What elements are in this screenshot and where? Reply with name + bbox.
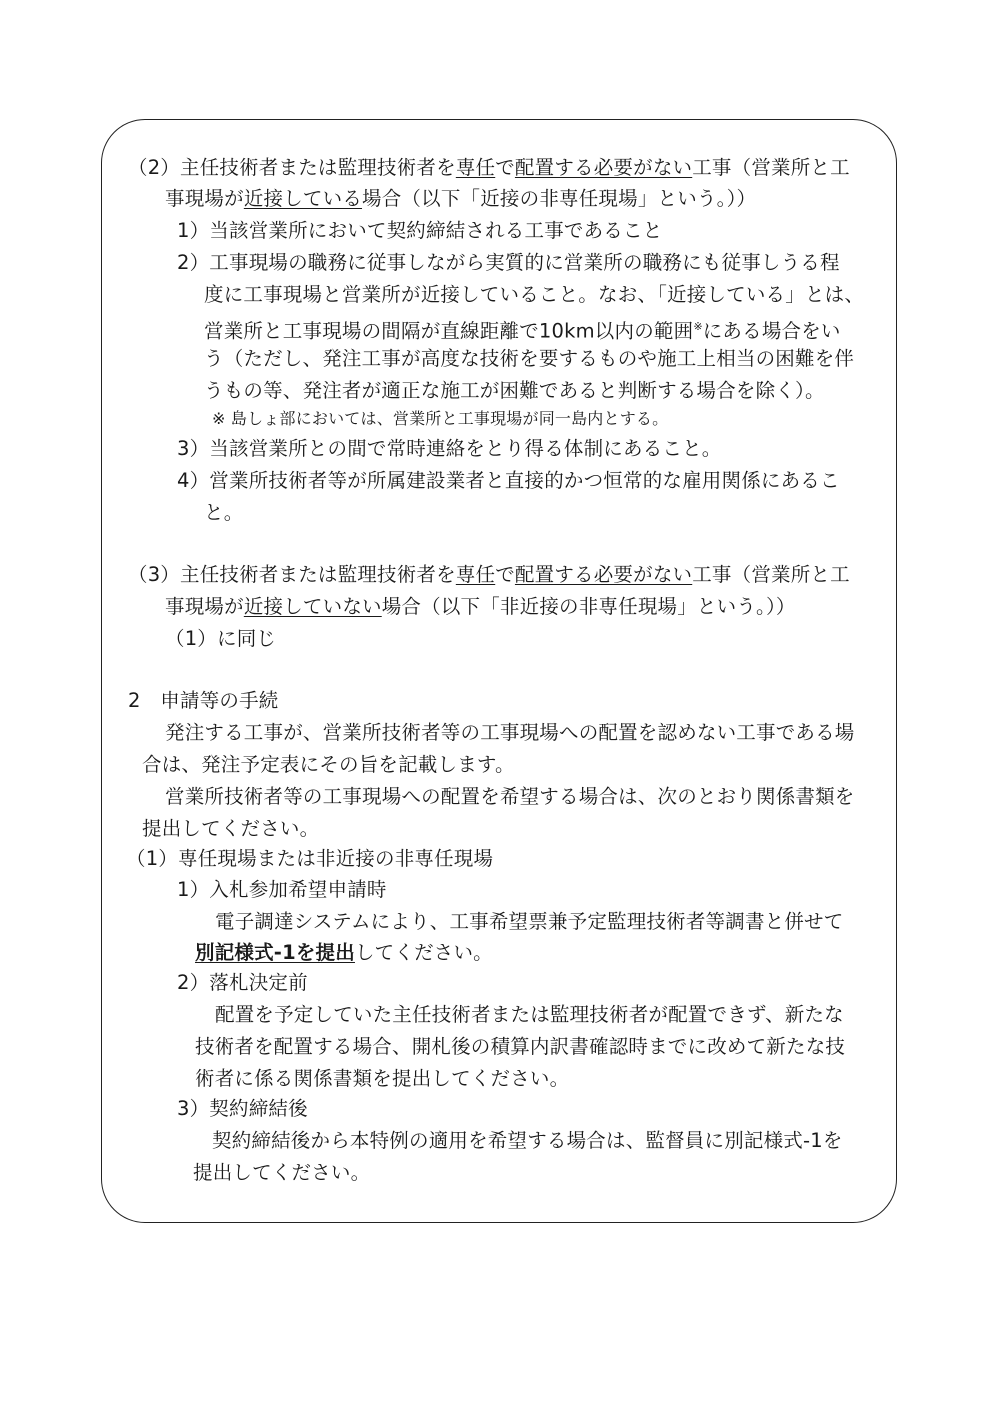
section-2-item-4-line-2: と。 [204,501,244,524]
sec2-item-3-body-line-1: 契約締結後から本特例の適用を希望する場合は、監督員に別記様式-1を [212,1129,843,1152]
section-2-item-2-line-5: うもの等、発注者が適正な施工が困難であると判断する場合を除く）。 [204,379,825,402]
sec2-item-1-heading: 1）入札参加希望申請時 [177,878,387,901]
section-2-item-2-line-1: 2）工事現場の職務に従事しながら実質的に営業所の職務にも従事しうる程 [177,251,840,274]
sec2-para-1-line-1: 発注する工事が、営業所技術者等の工事現場への配置を認めない工事である場 [165,721,855,744]
form-1-reference: 別記様式-1を提出 [195,941,355,964]
sec2-para-2-line-1: 営業所技術者等の工事現場への配置を希望する場合は、次のとおり関係書類を [165,785,855,808]
section-2-item-2-line-2: 度に工事現場と営業所が近接していること。なお、「近接している」とは、 [204,283,865,306]
sec2-item-3-heading: 3）契約締結後 [177,1097,308,1120]
section-heading-2: 2 申請等の手続 [128,689,279,712]
sec2-item-2-body-line-2: 技術者を配置する場合、開札後の積算内訳書確認時までに改めて新たな技 [195,1035,846,1058]
section-2-item-2-line-3: 営業所と工事現場の間隔が直線距離で10km以内の範囲※にある場合をい [204,319,841,343]
sec2-item-2-body-line-3: 術者に係る関係書類を提出してください。 [195,1067,570,1090]
sec2-item-2-heading: 2）落札決定前 [177,971,308,994]
section-2-item-4-line-1: 4）営業所技術者等が所属建設業者と直接的かつ恒常的な雇用関係にあるこ [177,469,840,492]
sec2-para-1-line-2: 合は、発注予定表にその旨を記載します。 [142,753,515,776]
footnote-mark: ※ [693,320,703,333]
section-3-line-3: （1）に同じ [165,627,277,650]
sec2-item-3-body-line-2: 提出してください。 [193,1161,371,1184]
sec2-sub-1: （1）専任現場または非近接の非専任現場 [126,847,494,870]
section-2-line-1: （2）主任技術者または監理技術者を専任で配置する必要がない工事（営業所と工 [128,156,850,179]
section-2-item-1: 1）当該営業所において契約締結される工事であること [177,219,663,242]
sec2-item-1-body-line-2: 別記様式-1を提出してください。 [195,941,493,964]
section-2-item-3: 3）当該営業所との間で常時連絡をとり得る体制にあること。 [177,437,722,460]
sec2-item-2-body-line-1: 配置を予定していた主任技術者または監理技術者が配置できず、新たな [215,1003,844,1026]
section-2-note: ※ 島しょ部においては、営業所と工事現場が同一島内とする。 [212,409,669,428]
sec2-item-1-body-line-1: 電子調達システムにより、工事希望票兼予定監理技術者等調書と併せて [215,910,844,933]
section-2-item-2-line-4: う（ただし、発注工事が高度な技術を要するものや施工上相当の困難を伴 [204,347,855,370]
section-3-line-1: （3）主任技術者または監理技術者を専任で配置する必要がない工事（営業所と工 [128,563,850,586]
section-2-line-2: 事現場が近接している場合（以下「近接の非専任現場」という。）） [165,187,757,210]
section-3-line-2: 事現場が近接していない場合（以下「非近接の非専任現場」という。）） [165,595,796,618]
sec2-para-2-line-2: 提出してください。 [142,817,320,840]
